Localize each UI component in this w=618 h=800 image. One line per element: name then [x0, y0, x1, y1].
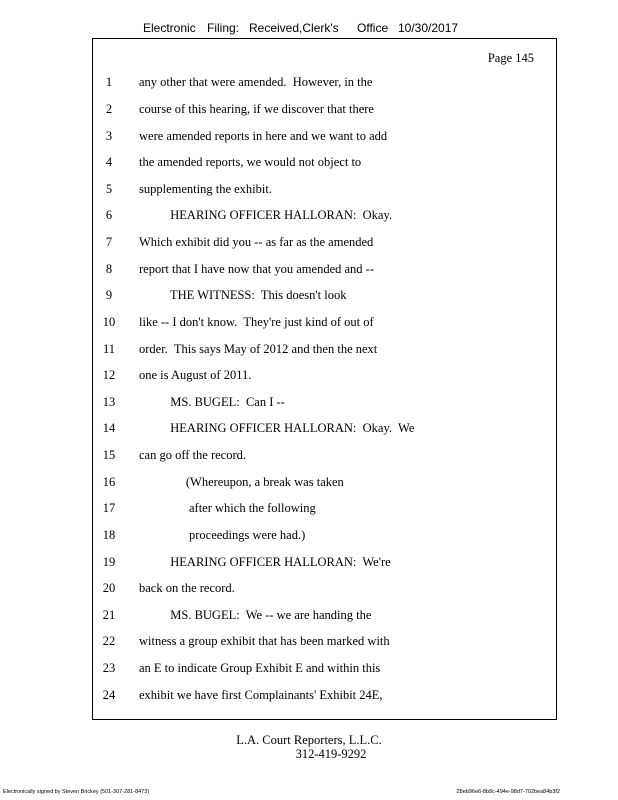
- line-text: MS. BUGEL: We -- we are handing the: [139, 608, 372, 622]
- line-text: an E to indicate Group Exhibit E and within this: [139, 661, 381, 675]
- line-number: 9: [105, 288, 113, 302]
- filing-header-received: Received,Clerk's: [249, 21, 339, 35]
- line-text: witness a group exhibit that has been marked with: [139, 634, 390, 648]
- line-number: 6: [105, 208, 113, 222]
- filing-header: [0, 21, 618, 37]
- line-text: THE WITNESS: This doesn't look: [139, 288, 347, 302]
- line-number: 22: [102, 634, 116, 648]
- line-text: supplementing the exhibit.: [139, 182, 272, 196]
- line-number: 24: [102, 688, 116, 702]
- transcript-line: [93, 155, 556, 171]
- line-number: 5: [105, 182, 113, 196]
- signature-left: Electronically signed by Steven Brickey (501-307-281-8473): [3, 789, 150, 795]
- filing-header-office: Office: [357, 21, 389, 35]
- line-number: 3: [105, 129, 113, 143]
- line-number: 20: [102, 581, 116, 595]
- line-text: any other that were amended. However, in the: [139, 75, 373, 89]
- filing-header-filing: Filing:: [207, 21, 240, 35]
- line-number: 7: [105, 235, 113, 249]
- transcript-line: [93, 368, 556, 384]
- line-text: were amended reports in here and we want to add: [139, 129, 388, 143]
- filing-header-date: 10/30/2017: [398, 21, 459, 35]
- transcript-line: [93, 634, 556, 650]
- line-number: 21: [102, 608, 116, 622]
- line-number: 4: [105, 155, 113, 169]
- transcript-line: [93, 342, 556, 358]
- transcript-line: [93, 475, 556, 491]
- transcript-line: [93, 395, 556, 411]
- line-number: 2: [105, 102, 113, 116]
- transcript-line: [93, 581, 556, 597]
- transcript-line: [93, 75, 556, 91]
- line-number: 19: [102, 555, 116, 569]
- line-number: 13: [102, 395, 116, 409]
- line-number: 17: [102, 501, 116, 515]
- line-text: HEARING OFFICER HALLORAN: Okay.: [139, 208, 393, 222]
- line-number: 12: [102, 368, 116, 382]
- line-number: 1: [105, 75, 113, 89]
- line-text: the amended reports, we would not object to: [139, 155, 362, 169]
- line-number: 10: [102, 315, 116, 329]
- line-text: exhibit we have first Complainants' Exhibit 24E,: [139, 688, 383, 702]
- line-text: one is August of 2011.: [139, 368, 252, 382]
- line-number: 23: [102, 661, 116, 675]
- transcript-line: [93, 182, 556, 198]
- line-text: proceedings were had.): [139, 528, 306, 542]
- transcript-page: [92, 38, 557, 720]
- footer-phone: 312-419-9292: [295, 747, 367, 761]
- line-number: 11: [102, 342, 116, 356]
- line-text: like -- I don't know. They're just kind of out of: [139, 315, 374, 329]
- line-text: back on the record.: [139, 581, 235, 595]
- line-text: Which exhibit did you -- as far as the amended: [139, 235, 374, 249]
- line-text: can go off the record.: [139, 448, 247, 462]
- transcript-line: [93, 208, 556, 224]
- line-text: (Whereupon, a break was taken: [139, 475, 344, 489]
- transcript-line: [93, 262, 556, 278]
- transcript-line: [93, 528, 556, 544]
- footer: [0, 733, 618, 761]
- transcript-line: [93, 661, 556, 677]
- transcript-line: [93, 608, 556, 624]
- line-number: 8: [105, 262, 113, 276]
- line-number: 15: [102, 448, 116, 462]
- footer-company: L.A. Court Reporters, L.L.C.: [236, 733, 382, 747]
- transcript-line: [93, 448, 556, 464]
- line-number: 14: [102, 421, 116, 435]
- transcript-line: [93, 501, 556, 517]
- line-text: HEARING OFFICER HALLORAN: Okay. We: [139, 421, 415, 435]
- signature-right: 28eb96e6-8b8c-494e-98d7-702bea84b3f2: [456, 789, 560, 795]
- line-text: order. This says May of 2012 and then the next: [139, 342, 378, 356]
- line-text: course of this hearing, if we discover that there: [139, 102, 374, 116]
- page-number: Page 145: [487, 51, 534, 65]
- transcript-line: [93, 688, 556, 704]
- filing-header-electronic: Electronic: [143, 21, 196, 35]
- transcript-line: [93, 129, 556, 145]
- transcript-line: [93, 421, 556, 437]
- transcript-line: [93, 102, 556, 118]
- line-number: 18: [102, 528, 116, 542]
- line-text: HEARING OFFICER HALLORAN: We're: [139, 555, 391, 569]
- transcript-line: [93, 555, 556, 571]
- transcript-line: [93, 315, 556, 331]
- line-number: 16: [102, 475, 116, 489]
- transcript-line: [93, 288, 556, 304]
- line-text: after which the following: [139, 501, 316, 515]
- line-text: MS. BUGEL: Can I --: [139, 395, 285, 409]
- transcript-line: [93, 235, 556, 251]
- line-text: report that I have now that you amended and --: [139, 262, 374, 276]
